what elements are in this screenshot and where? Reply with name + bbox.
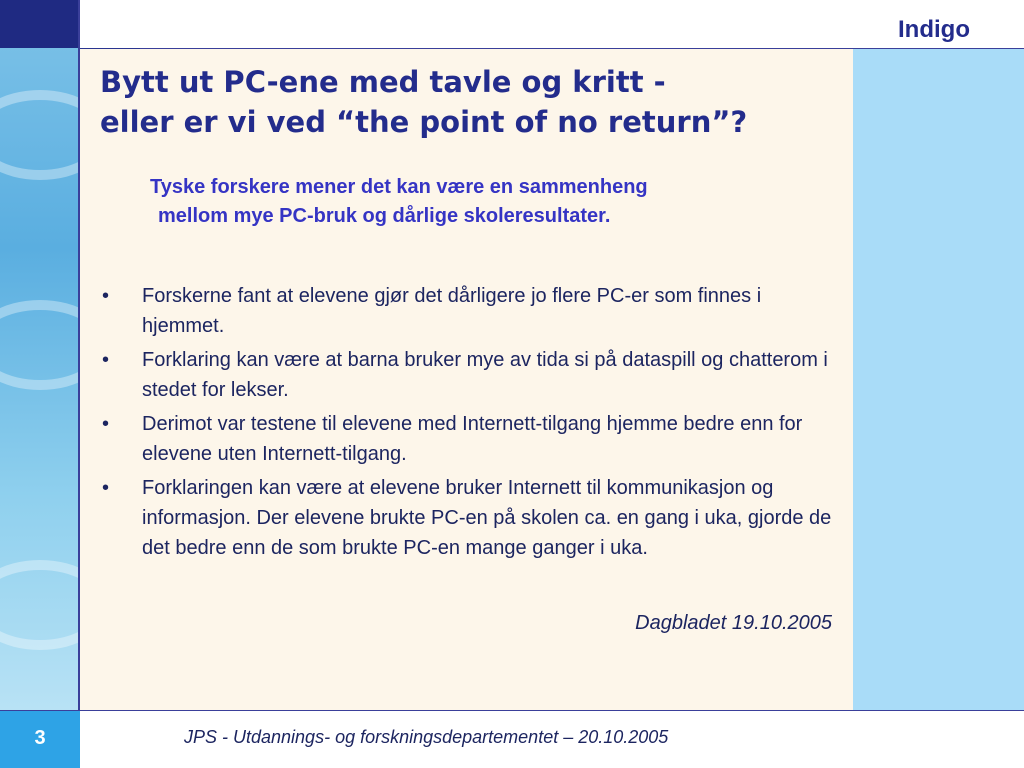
bullet-item [100, 345, 840, 405]
bullet-text: Forskerne fant at elevene gjør det dårligere jo flere PC-er som finnes i hjemmet. [142, 285, 762, 337]
footer-text: JPS - Utdannings- og forskningsdepartementet – 20.10.2005 [184, 727, 669, 747]
bullet-icon: • [102, 349, 110, 371]
slide-title [100, 62, 840, 142]
right-panel [853, 49, 1024, 710]
brand-label: Indigo [898, 16, 970, 43]
swirl-decoration [0, 560, 80, 650]
bullet-text: Forklaringen kan være at elevene bruker Internett til kommunikasjon og informasjon. Der elevene brukte PC-en på skolen ca. en gang i uka, gjorde de det bedre enn de som brukte PC-en mange ganger i uka. [142, 477, 832, 559]
subtitle-line-2: mellom mye PC-bruk og dårlige skoleresultater. [158, 205, 611, 227]
swirl-decoration [0, 90, 80, 180]
source-citation: Dagbladet 19.10.2005 [635, 612, 832, 634]
bullet-icon: • [102, 477, 110, 499]
title-line-2: eller er vi ved “the point of no return”? [100, 105, 748, 139]
bullet-icon: • [102, 413, 110, 435]
bullet-icon: • [102, 285, 110, 307]
swirl-decoration [0, 300, 80, 390]
bullet-text: Derimot var testene til elevene med Internett-tilgang hjemme bedre enn for elevene uten Internett-tilgang. [142, 413, 803, 465]
bullet-item [100, 473, 840, 563]
slide-subtitle [150, 173, 830, 231]
bullet-item [100, 409, 840, 469]
decorative-side-strip [0, 0, 80, 710]
strip-cap [0, 0, 80, 48]
bullet-list [100, 281, 840, 567]
subtitle-line-1: Tyske forskere mener det kan være en sammenheng [150, 176, 648, 198]
page-number: 3 [0, 711, 80, 768]
bullet-text: Forklaring kan være at barna bruker mye av tida si på dataspill og chatterom i stedet for lekser. [142, 349, 828, 401]
title-line-1: Bytt ut PC-ene med tavle og kritt - [100, 65, 666, 99]
footer-divider [0, 710, 1024, 711]
bullet-item [100, 281, 840, 341]
